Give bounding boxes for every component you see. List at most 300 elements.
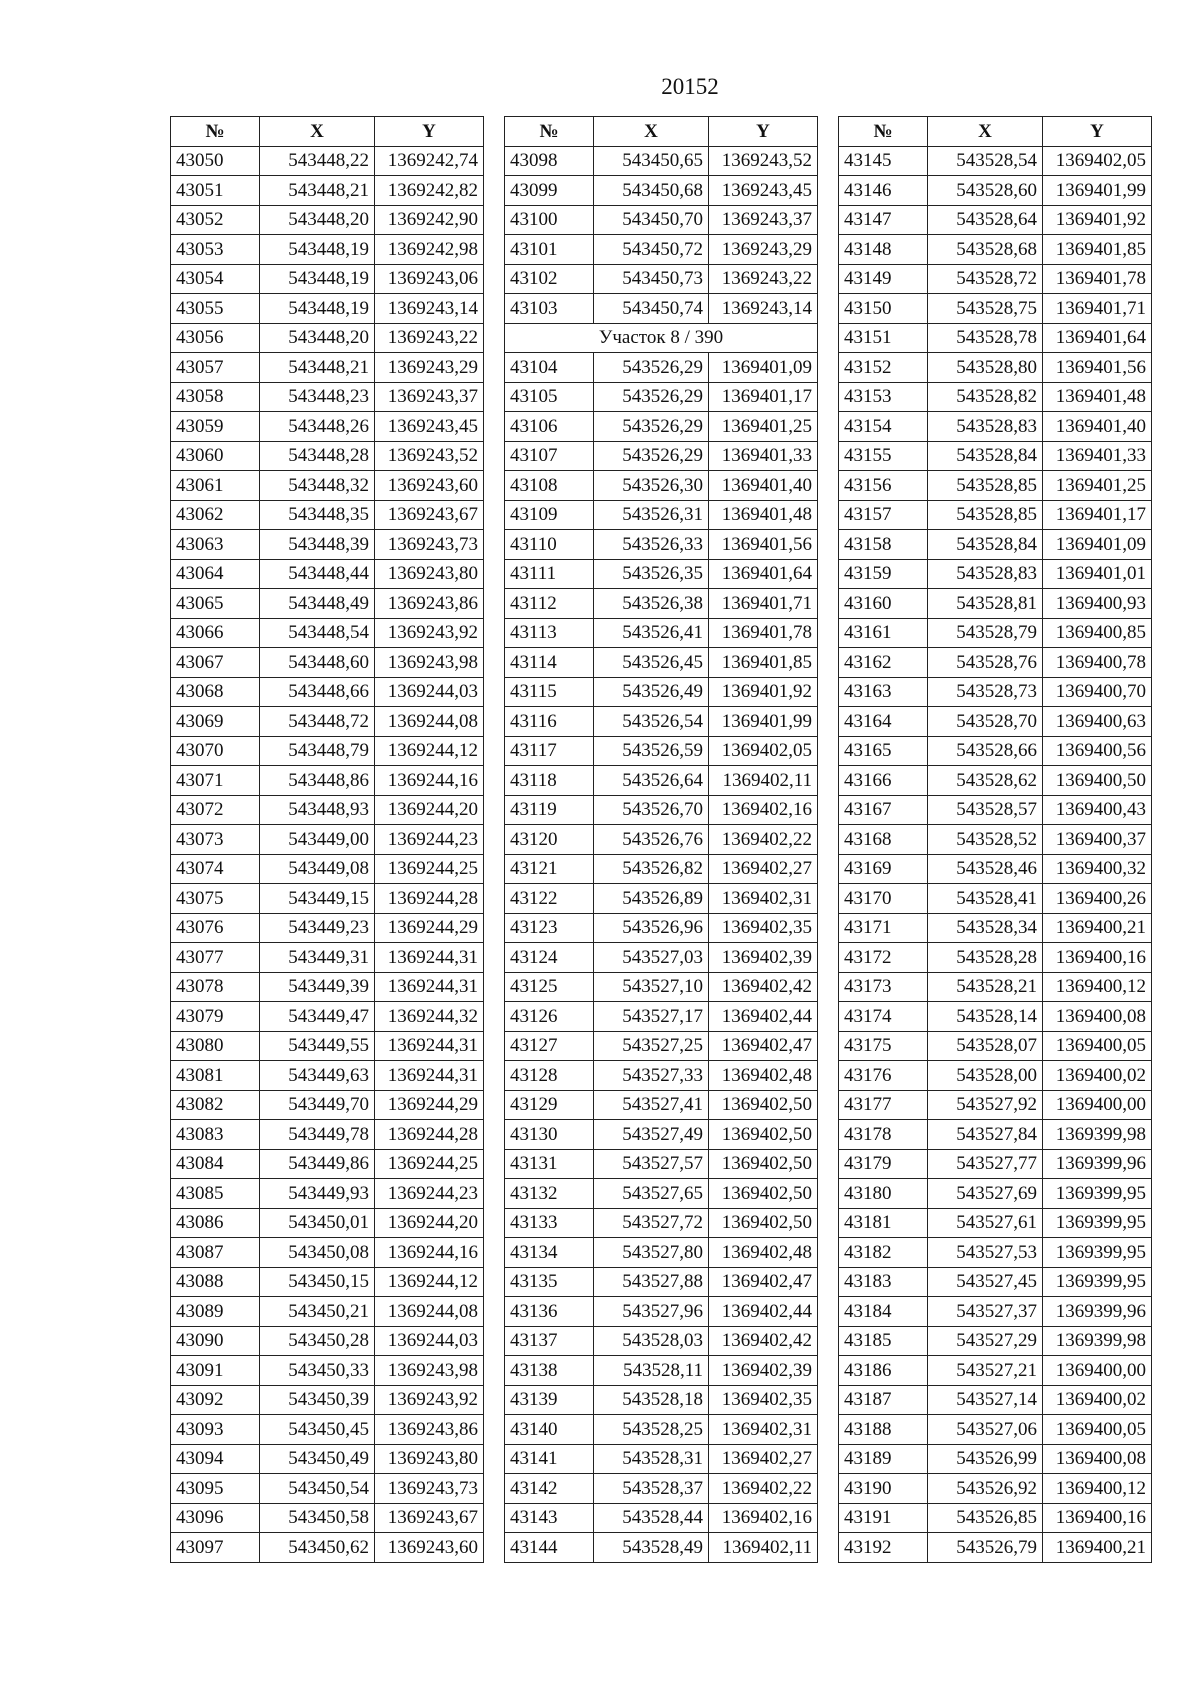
x-coordinate-cell: 543449,70 bbox=[260, 1090, 375, 1120]
y-coordinate-cell: 1369400,78 bbox=[1043, 648, 1152, 678]
x-coordinate-cell: 543527,96 bbox=[594, 1297, 709, 1327]
column-header-x: X bbox=[594, 117, 709, 147]
point-number-cell: 43083 bbox=[171, 1120, 260, 1150]
table-row bbox=[505, 736, 818, 766]
column-header-number: № bbox=[171, 117, 260, 147]
column-header-number: № bbox=[839, 117, 928, 147]
y-coordinate-cell: 1369242,90 bbox=[375, 205, 484, 235]
table-row bbox=[839, 323, 1152, 353]
point-number-cell: 43138 bbox=[505, 1356, 594, 1386]
x-coordinate-cell: 543528,72 bbox=[928, 264, 1043, 294]
table-row bbox=[839, 1120, 1152, 1150]
section-row bbox=[505, 323, 818, 353]
table-row bbox=[505, 1120, 818, 1150]
point-number-cell: 43090 bbox=[171, 1326, 260, 1356]
x-coordinate-cell: 543527,37 bbox=[928, 1297, 1043, 1327]
table-row bbox=[505, 618, 818, 648]
x-coordinate-cell: 543528,66 bbox=[928, 736, 1043, 766]
x-coordinate-cell: 543449,86 bbox=[260, 1149, 375, 1179]
point-number-cell: 43192 bbox=[839, 1533, 928, 1563]
y-coordinate-cell: 1369402,47 bbox=[709, 1267, 818, 1297]
y-coordinate-cell: 1369401,48 bbox=[1043, 382, 1152, 412]
x-coordinate-cell: 543527,61 bbox=[928, 1208, 1043, 1238]
x-coordinate-cell: 543449,00 bbox=[260, 825, 375, 855]
x-coordinate-cell: 543450,70 bbox=[594, 205, 709, 235]
column-header-x: X bbox=[928, 117, 1043, 147]
table-body bbox=[171, 146, 484, 1562]
point-number-cell: 43126 bbox=[505, 1002, 594, 1032]
x-coordinate-cell: 543448,44 bbox=[260, 559, 375, 589]
x-coordinate-cell: 543527,03 bbox=[594, 943, 709, 973]
table-row bbox=[839, 500, 1152, 530]
y-coordinate-cell: 1369400,16 bbox=[1043, 1503, 1152, 1533]
table-row bbox=[171, 1474, 484, 1504]
point-number-cell: 43087 bbox=[171, 1238, 260, 1268]
x-coordinate-cell: 543527,88 bbox=[594, 1267, 709, 1297]
x-coordinate-cell: 543448,86 bbox=[260, 766, 375, 796]
table-row bbox=[839, 559, 1152, 589]
table-row bbox=[505, 1208, 818, 1238]
table-row bbox=[839, 854, 1152, 884]
y-coordinate-cell: 1369243,80 bbox=[375, 1444, 484, 1474]
table-row bbox=[505, 707, 818, 737]
table-row bbox=[839, 1267, 1152, 1297]
table-row bbox=[839, 1356, 1152, 1386]
y-coordinate-cell: 1369244,20 bbox=[375, 1208, 484, 1238]
y-coordinate-cell: 1369244,23 bbox=[375, 1179, 484, 1209]
y-coordinate-cell: 1369401,99 bbox=[1043, 176, 1152, 206]
y-coordinate-cell: 1369400,08 bbox=[1043, 1002, 1152, 1032]
x-coordinate-cell: 543527,14 bbox=[928, 1385, 1043, 1415]
table-row bbox=[505, 795, 818, 825]
table-row bbox=[839, 913, 1152, 943]
table-row bbox=[505, 854, 818, 884]
x-coordinate-cell: 543450,28 bbox=[260, 1326, 375, 1356]
table-row bbox=[171, 1179, 484, 1209]
table-row bbox=[171, 1385, 484, 1415]
y-coordinate-cell: 1369401,78 bbox=[709, 618, 818, 648]
point-number-cell: 43107 bbox=[505, 441, 594, 471]
y-coordinate-cell: 1369243,67 bbox=[375, 500, 484, 530]
table-row bbox=[171, 943, 484, 973]
x-coordinate-cell: 543448,20 bbox=[260, 205, 375, 235]
table-body bbox=[839, 146, 1152, 1562]
x-coordinate-cell: 543528,81 bbox=[928, 589, 1043, 619]
y-coordinate-cell: 1369401,40 bbox=[709, 471, 818, 501]
point-number-cell: 43137 bbox=[505, 1326, 594, 1356]
point-number-cell: 43133 bbox=[505, 1208, 594, 1238]
point-number-cell: 43170 bbox=[839, 884, 928, 914]
x-coordinate-cell: 543528,00 bbox=[928, 1061, 1043, 1091]
point-number-cell: 43176 bbox=[839, 1061, 928, 1091]
table-row bbox=[839, 441, 1152, 471]
table-row bbox=[505, 146, 818, 176]
table-row bbox=[839, 1326, 1152, 1356]
table-header-row bbox=[839, 117, 1152, 147]
point-number-cell: 43177 bbox=[839, 1090, 928, 1120]
y-coordinate-cell: 1369401,99 bbox=[709, 707, 818, 737]
table-row bbox=[505, 1297, 818, 1327]
point-number-cell: 43084 bbox=[171, 1149, 260, 1179]
table-row bbox=[171, 766, 484, 796]
y-coordinate-cell: 1369400,05 bbox=[1043, 1031, 1152, 1061]
y-coordinate-cell: 1369243,60 bbox=[375, 471, 484, 501]
point-number-cell: 43095 bbox=[171, 1474, 260, 1504]
column-header-number: № bbox=[505, 117, 594, 147]
table-row bbox=[839, 972, 1152, 1002]
point-number-cell: 43155 bbox=[839, 441, 928, 471]
point-number-cell: 43052 bbox=[171, 205, 260, 235]
table-row bbox=[171, 1120, 484, 1150]
x-coordinate-cell: 543450,01 bbox=[260, 1208, 375, 1238]
y-coordinate-cell: 1369402,48 bbox=[709, 1238, 818, 1268]
x-coordinate-cell: 543527,29 bbox=[928, 1326, 1043, 1356]
y-coordinate-cell: 1369401,17 bbox=[709, 382, 818, 412]
column-header-x: X bbox=[260, 117, 375, 147]
point-number-cell: 43150 bbox=[839, 294, 928, 324]
x-coordinate-cell: 543450,54 bbox=[260, 1474, 375, 1504]
table-row bbox=[171, 913, 484, 943]
point-number-cell: 43054 bbox=[171, 264, 260, 294]
y-coordinate-cell: 1369400,12 bbox=[1043, 1474, 1152, 1504]
x-coordinate-cell: 543526,29 bbox=[594, 441, 709, 471]
table-row bbox=[839, 707, 1152, 737]
point-number-cell: 43142 bbox=[505, 1474, 594, 1504]
table-row bbox=[505, 884, 818, 914]
y-coordinate-cell: 1369400,02 bbox=[1043, 1061, 1152, 1091]
point-number-cell: 43127 bbox=[505, 1031, 594, 1061]
y-coordinate-cell: 1369402,47 bbox=[709, 1031, 818, 1061]
x-coordinate-cell: 543450,74 bbox=[594, 294, 709, 324]
y-coordinate-cell: 1369399,95 bbox=[1043, 1267, 1152, 1297]
y-coordinate-cell: 1369400,16 bbox=[1043, 943, 1152, 973]
y-coordinate-cell: 1369243,45 bbox=[709, 176, 818, 206]
table-row bbox=[171, 294, 484, 324]
x-coordinate-cell: 543526,59 bbox=[594, 736, 709, 766]
x-coordinate-cell: 543528,85 bbox=[928, 500, 1043, 530]
point-number-cell: 43128 bbox=[505, 1061, 594, 1091]
x-coordinate-cell: 543527,84 bbox=[928, 1120, 1043, 1150]
y-coordinate-cell: 1369400,50 bbox=[1043, 766, 1152, 796]
y-coordinate-cell: 1369401,01 bbox=[1043, 559, 1152, 589]
point-number-cell: 43081 bbox=[171, 1061, 260, 1091]
point-number-cell: 43056 bbox=[171, 323, 260, 353]
point-number-cell: 43152 bbox=[839, 353, 928, 383]
table-header-row bbox=[171, 117, 484, 147]
column-header-y: Y bbox=[1043, 117, 1152, 147]
x-coordinate-cell: 543449,55 bbox=[260, 1031, 375, 1061]
table-body bbox=[505, 146, 818, 1562]
table-row bbox=[171, 1503, 484, 1533]
y-coordinate-cell: 1369244,08 bbox=[375, 707, 484, 737]
y-coordinate-cell: 1369400,21 bbox=[1043, 913, 1152, 943]
table-row bbox=[171, 736, 484, 766]
x-coordinate-cell: 543448,19 bbox=[260, 294, 375, 324]
point-number-cell: 43063 bbox=[171, 530, 260, 560]
x-coordinate-cell: 543526,92 bbox=[928, 1474, 1043, 1504]
table-header-row bbox=[505, 117, 818, 147]
y-coordinate-cell: 1369402,35 bbox=[709, 913, 818, 943]
x-coordinate-cell: 543526,41 bbox=[594, 618, 709, 648]
table-row bbox=[171, 412, 484, 442]
table-row bbox=[505, 205, 818, 235]
point-number-cell: 43182 bbox=[839, 1238, 928, 1268]
y-coordinate-cell: 1369402,16 bbox=[709, 1503, 818, 1533]
x-coordinate-cell: 543450,33 bbox=[260, 1356, 375, 1386]
y-coordinate-cell: 1369244,29 bbox=[375, 913, 484, 943]
x-coordinate-cell: 543448,93 bbox=[260, 795, 375, 825]
table-row bbox=[839, 176, 1152, 206]
point-number-cell: 43121 bbox=[505, 854, 594, 884]
y-coordinate-cell: 1369399,95 bbox=[1043, 1208, 1152, 1238]
point-number-cell: 43113 bbox=[505, 618, 594, 648]
table-row bbox=[171, 1444, 484, 1474]
y-coordinate-cell: 1369401,92 bbox=[709, 677, 818, 707]
y-coordinate-cell: 1369400,21 bbox=[1043, 1533, 1152, 1563]
y-coordinate-cell: 1369242,98 bbox=[375, 235, 484, 265]
y-coordinate-cell: 1369401,25 bbox=[1043, 471, 1152, 501]
point-number-cell: 43160 bbox=[839, 589, 928, 619]
point-number-cell: 43129 bbox=[505, 1090, 594, 1120]
y-coordinate-cell: 1369243,67 bbox=[375, 1503, 484, 1533]
point-number-cell: 43135 bbox=[505, 1267, 594, 1297]
y-coordinate-cell: 1369402,11 bbox=[709, 766, 818, 796]
x-coordinate-cell: 543528,64 bbox=[928, 205, 1043, 235]
table-row bbox=[171, 500, 484, 530]
x-coordinate-cell: 543526,82 bbox=[594, 854, 709, 884]
column-header-y: Y bbox=[709, 117, 818, 147]
point-number-cell: 43146 bbox=[839, 176, 928, 206]
table-row bbox=[839, 1415, 1152, 1445]
x-coordinate-cell: 543448,19 bbox=[260, 264, 375, 294]
point-number-cell: 43117 bbox=[505, 736, 594, 766]
x-coordinate-cell: 543448,72 bbox=[260, 707, 375, 737]
y-coordinate-cell: 1369244,03 bbox=[375, 1326, 484, 1356]
x-coordinate-cell: 543528,21 bbox=[928, 972, 1043, 1002]
point-number-cell: 43110 bbox=[505, 530, 594, 560]
x-coordinate-cell: 543449,63 bbox=[260, 1061, 375, 1091]
y-coordinate-cell: 1369401,17 bbox=[1043, 500, 1152, 530]
table-row bbox=[171, 707, 484, 737]
y-coordinate-cell: 1369401,92 bbox=[1043, 205, 1152, 235]
x-coordinate-cell: 543448,49 bbox=[260, 589, 375, 619]
point-number-cell: 43180 bbox=[839, 1179, 928, 1209]
y-coordinate-cell: 1369402,27 bbox=[709, 1444, 818, 1474]
table-row bbox=[839, 1474, 1152, 1504]
x-coordinate-cell: 543527,10 bbox=[594, 972, 709, 1002]
table-row bbox=[171, 471, 484, 501]
section-label: Участок 8 / 390 bbox=[505, 323, 818, 353]
table-row bbox=[171, 146, 484, 176]
x-coordinate-cell: 543448,35 bbox=[260, 500, 375, 530]
y-coordinate-cell: 1369244,25 bbox=[375, 854, 484, 884]
point-number-cell: 43058 bbox=[171, 382, 260, 412]
x-coordinate-cell: 543449,15 bbox=[260, 884, 375, 914]
x-coordinate-cell: 543527,57 bbox=[594, 1149, 709, 1179]
y-coordinate-cell: 1369243,45 bbox=[375, 412, 484, 442]
x-coordinate-cell: 543450,15 bbox=[260, 1267, 375, 1297]
point-number-cell: 43073 bbox=[171, 825, 260, 855]
table-row bbox=[505, 1061, 818, 1091]
y-coordinate-cell: 1369243,60 bbox=[375, 1533, 484, 1563]
x-coordinate-cell: 543527,92 bbox=[928, 1090, 1043, 1120]
y-coordinate-cell: 1369243,22 bbox=[709, 264, 818, 294]
point-number-cell: 43139 bbox=[505, 1385, 594, 1415]
y-coordinate-cell: 1369401,40 bbox=[1043, 412, 1152, 442]
x-coordinate-cell: 543527,21 bbox=[928, 1356, 1043, 1386]
x-coordinate-cell: 543448,32 bbox=[260, 471, 375, 501]
x-coordinate-cell: 543450,62 bbox=[260, 1533, 375, 1563]
point-number-cell: 43118 bbox=[505, 766, 594, 796]
x-coordinate-cell: 543450,73 bbox=[594, 264, 709, 294]
table-row bbox=[839, 264, 1152, 294]
table-row bbox=[171, 559, 484, 589]
table-row bbox=[171, 1238, 484, 1268]
table-row bbox=[839, 795, 1152, 825]
point-number-cell: 43131 bbox=[505, 1149, 594, 1179]
point-number-cell: 43098 bbox=[505, 146, 594, 176]
point-number-cell: 43091 bbox=[171, 1356, 260, 1386]
y-coordinate-cell: 1369402,50 bbox=[709, 1208, 818, 1238]
table-row bbox=[505, 1474, 818, 1504]
x-coordinate-cell: 543528,07 bbox=[928, 1031, 1043, 1061]
table-row bbox=[505, 382, 818, 412]
y-coordinate-cell: 1369399,96 bbox=[1043, 1149, 1152, 1179]
x-coordinate-cell: 543450,39 bbox=[260, 1385, 375, 1415]
y-coordinate-cell: 1369243,52 bbox=[709, 146, 818, 176]
table-row bbox=[505, 412, 818, 442]
point-number-cell: 43075 bbox=[171, 884, 260, 914]
table-row bbox=[505, 1267, 818, 1297]
table-row bbox=[839, 825, 1152, 855]
y-coordinate-cell: 1369400,93 bbox=[1043, 589, 1152, 619]
point-number-cell: 43141 bbox=[505, 1444, 594, 1474]
point-number-cell: 43080 bbox=[171, 1031, 260, 1061]
table-row bbox=[171, 1149, 484, 1179]
x-coordinate-cell: 543526,54 bbox=[594, 707, 709, 737]
y-coordinate-cell: 1369244,25 bbox=[375, 1149, 484, 1179]
x-coordinate-cell: 543528,34 bbox=[928, 913, 1043, 943]
x-coordinate-cell: 543526,85 bbox=[928, 1503, 1043, 1533]
y-coordinate-cell: 1369243,29 bbox=[375, 353, 484, 383]
x-coordinate-cell: 543449,78 bbox=[260, 1120, 375, 1150]
table-row bbox=[505, 1503, 818, 1533]
x-coordinate-cell: 543528,37 bbox=[594, 1474, 709, 1504]
table-row bbox=[505, 530, 818, 560]
table-row bbox=[839, 1208, 1152, 1238]
point-number-cell: 43158 bbox=[839, 530, 928, 560]
x-coordinate-cell: 543527,33 bbox=[594, 1061, 709, 1091]
point-number-cell: 43057 bbox=[171, 353, 260, 383]
y-coordinate-cell: 1369244,31 bbox=[375, 943, 484, 973]
table-row bbox=[505, 264, 818, 294]
x-coordinate-cell: 543526,31 bbox=[594, 500, 709, 530]
y-coordinate-cell: 1369244,28 bbox=[375, 884, 484, 914]
point-number-cell: 43174 bbox=[839, 1002, 928, 1032]
y-coordinate-cell: 1369400,05 bbox=[1043, 1415, 1152, 1445]
point-number-cell: 43104 bbox=[505, 353, 594, 383]
x-coordinate-cell: 543526,45 bbox=[594, 648, 709, 678]
point-number-cell: 43086 bbox=[171, 1208, 260, 1238]
y-coordinate-cell: 1369401,25 bbox=[709, 412, 818, 442]
table-row bbox=[171, 648, 484, 678]
point-number-cell: 43145 bbox=[839, 146, 928, 176]
x-coordinate-cell: 543527,41 bbox=[594, 1090, 709, 1120]
table-row bbox=[839, 736, 1152, 766]
x-coordinate-cell: 543449,39 bbox=[260, 972, 375, 1002]
y-coordinate-cell: 1369244,12 bbox=[375, 736, 484, 766]
table-row bbox=[505, 1002, 818, 1032]
x-coordinate-cell: 543449,31 bbox=[260, 943, 375, 973]
point-number-cell: 43071 bbox=[171, 766, 260, 796]
x-coordinate-cell: 543449,93 bbox=[260, 1179, 375, 1209]
table-row bbox=[839, 1002, 1152, 1032]
y-coordinate-cell: 1369401,85 bbox=[709, 648, 818, 678]
table-row bbox=[505, 1090, 818, 1120]
table-row bbox=[505, 1533, 818, 1563]
x-coordinate-cell: 543448,28 bbox=[260, 441, 375, 471]
table-row bbox=[839, 1179, 1152, 1209]
x-coordinate-cell: 543528,41 bbox=[928, 884, 1043, 914]
y-coordinate-cell: 1369400,43 bbox=[1043, 795, 1152, 825]
x-coordinate-cell: 543527,77 bbox=[928, 1149, 1043, 1179]
point-number-cell: 43096 bbox=[171, 1503, 260, 1533]
table-row bbox=[839, 146, 1152, 176]
table-row bbox=[839, 412, 1152, 442]
x-coordinate-cell: 543528,83 bbox=[928, 559, 1043, 589]
table-row bbox=[171, 825, 484, 855]
x-coordinate-cell: 543448,21 bbox=[260, 176, 375, 206]
table-row bbox=[505, 294, 818, 324]
point-number-cell: 43067 bbox=[171, 648, 260, 678]
point-number-cell: 43161 bbox=[839, 618, 928, 648]
point-number-cell: 43130 bbox=[505, 1120, 594, 1150]
x-coordinate-cell: 543526,76 bbox=[594, 825, 709, 855]
point-number-cell: 43149 bbox=[839, 264, 928, 294]
point-number-cell: 43148 bbox=[839, 235, 928, 265]
point-number-cell: 43076 bbox=[171, 913, 260, 943]
point-number-cell: 43168 bbox=[839, 825, 928, 855]
table-row bbox=[839, 677, 1152, 707]
table-row bbox=[505, 589, 818, 619]
y-coordinate-cell: 1369401,09 bbox=[1043, 530, 1152, 560]
y-coordinate-cell: 1369402,44 bbox=[709, 1297, 818, 1327]
point-number-cell: 43175 bbox=[839, 1031, 928, 1061]
table-row bbox=[171, 235, 484, 265]
table-row bbox=[505, 825, 818, 855]
y-coordinate-cell: 1369402,31 bbox=[709, 884, 818, 914]
point-number-cell: 43185 bbox=[839, 1326, 928, 1356]
x-coordinate-cell: 543448,20 bbox=[260, 323, 375, 353]
point-number-cell: 43077 bbox=[171, 943, 260, 973]
x-coordinate-cell: 543528,52 bbox=[928, 825, 1043, 855]
y-coordinate-cell: 1369401,64 bbox=[1043, 323, 1152, 353]
point-number-cell: 43070 bbox=[171, 736, 260, 766]
y-coordinate-cell: 1369402,27 bbox=[709, 854, 818, 884]
table-row bbox=[171, 205, 484, 235]
point-number-cell: 43143 bbox=[505, 1503, 594, 1533]
y-coordinate-cell: 1369401,09 bbox=[709, 353, 818, 383]
x-coordinate-cell: 543448,54 bbox=[260, 618, 375, 648]
point-number-cell: 43181 bbox=[839, 1208, 928, 1238]
table-row bbox=[839, 1238, 1152, 1268]
y-coordinate-cell: 1369399,98 bbox=[1043, 1326, 1152, 1356]
table-row bbox=[505, 1415, 818, 1445]
x-coordinate-cell: 543450,45 bbox=[260, 1415, 375, 1445]
point-number-cell: 43151 bbox=[839, 323, 928, 353]
x-coordinate-cell: 543448,23 bbox=[260, 382, 375, 412]
x-coordinate-cell: 543528,73 bbox=[928, 677, 1043, 707]
